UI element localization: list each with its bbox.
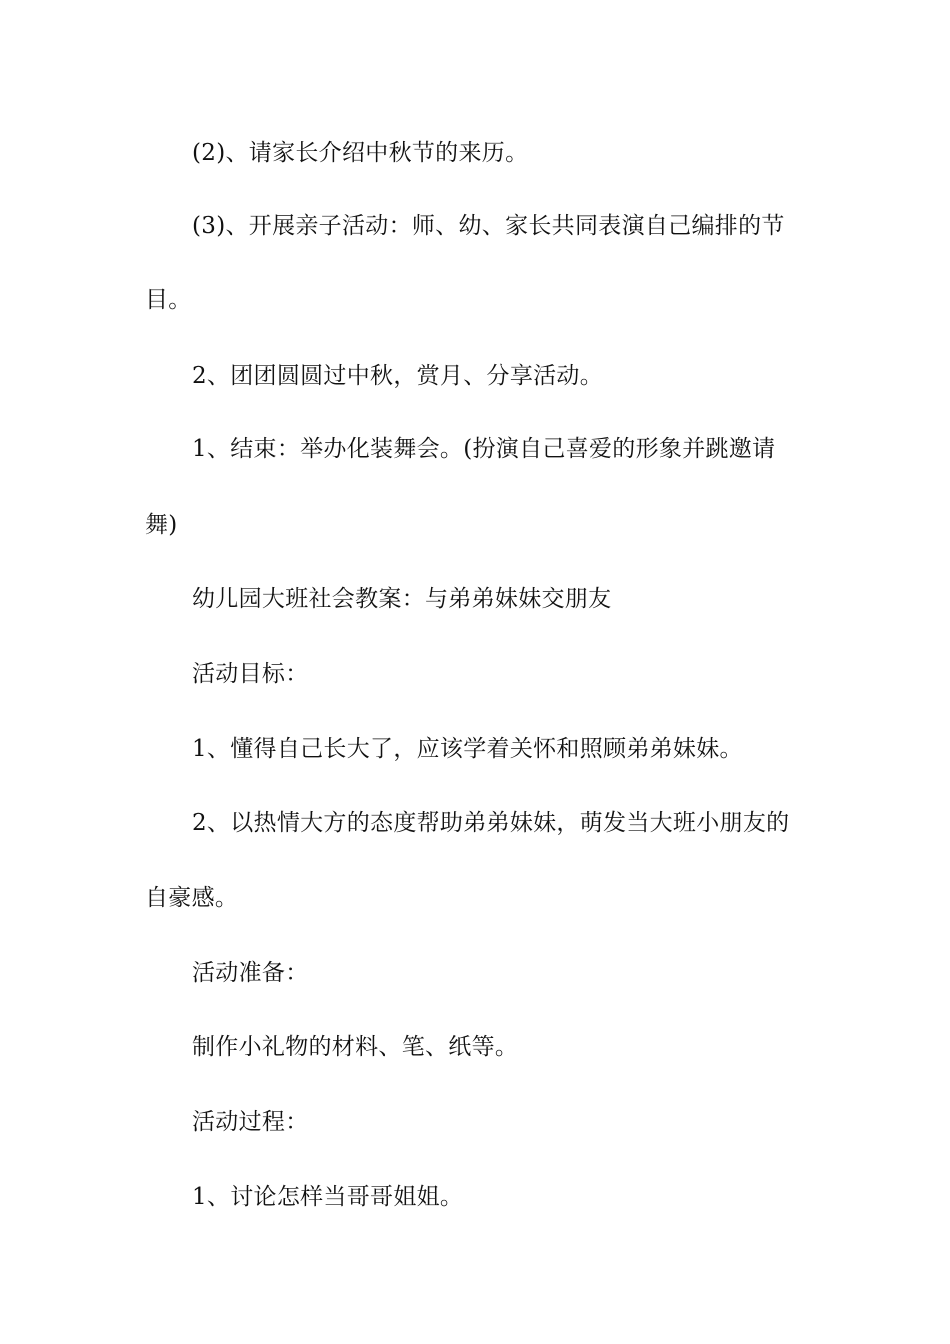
paragraph-line: 1、结束：举办化装舞会。(扮演自己喜爱的形象并跳邀请 (192, 436, 776, 462)
paragraph-line: 舞) (145, 512, 178, 538)
section-heading: 幼儿园大班社会教案：与弟弟妹妹交朋友 (192, 586, 612, 612)
paragraph-line: 1、懂得自己长大了，应该学着关怀和照顾弟弟妹妹。 (192, 736, 743, 762)
paragraph-line: 制作小礼物的材料、笔、纸等。 (192, 1034, 519, 1060)
paragraph-line: 2、以热情大方的态度帮助弟弟妹妹，萌发当大班小朋友的 (192, 810, 790, 836)
paragraph-line: 2、团团圆圆过中秋，赏月、分享活动。 (192, 363, 604, 389)
subheading-process: 活动过程： (192, 1109, 309, 1135)
paragraph-line: 1、讨论怎样当哥哥姐姐。 (192, 1184, 464, 1210)
subheading-preparation: 活动准备： (192, 960, 309, 986)
subheading-goals: 活动目标： (192, 661, 309, 687)
paragraph-line: (2)、请家长介绍中秋节的来历。 (192, 140, 529, 166)
paragraph-line: 目。 (145, 287, 192, 313)
paragraph-line: 自豪感。 (145, 885, 239, 911)
paragraph-line: (3)、开展亲子活动：师、幼、家长共同表演自己编排的节 (192, 213, 785, 239)
